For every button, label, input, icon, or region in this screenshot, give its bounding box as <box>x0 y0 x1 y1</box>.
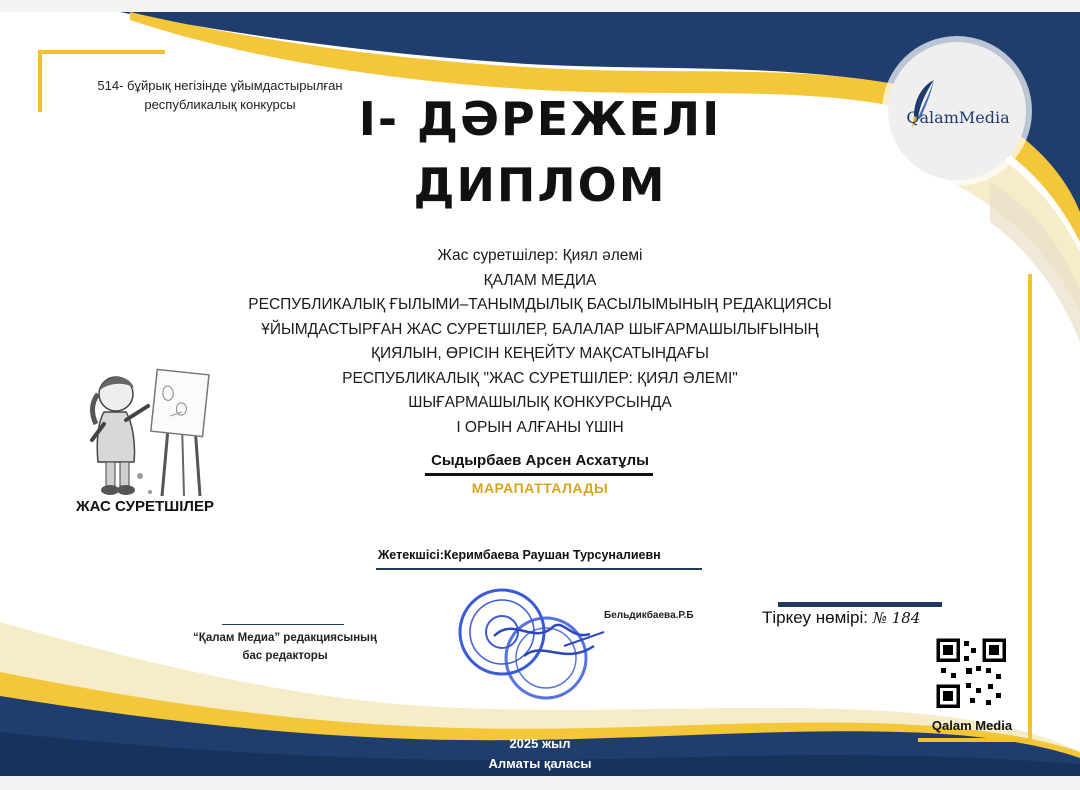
editor-label <box>170 629 400 665</box>
editor-line2: бас редакторы <box>242 650 328 662</box>
qr-caption: Qalam Media <box>931 718 1013 733</box>
body-line-6: РЕСПУБЛИКАЛЫҚ "ЖАС СУРЕТШІЛЕР: ҚИЯЛ ӘЛЕМІ" <box>342 369 738 387</box>
recipient-name: Сыдырбаев Арсен Асхатұлы <box>431 452 649 469</box>
supervisor-name: Керимбаева Раушан Турсуналиевн <box>443 548 661 562</box>
footer <box>440 734 640 774</box>
supervisor <box>378 548 718 562</box>
diploma-title: ДИПЛОМ <box>413 158 667 212</box>
editor-line1: “Қалам Медиа” редакциясының <box>193 632 377 644</box>
body-line-2: ҚАЛАМ МЕДИА <box>483 271 597 289</box>
editor-signature-line <box>222 624 344 625</box>
official-stamp-icon <box>454 586 614 702</box>
diploma-body <box>170 244 910 440</box>
supervisor-label: Жетекшісі: <box>378 548 444 562</box>
registration-number: № 184 <box>872 609 921 627</box>
order-note-line1: 514- бұйрық негізінде ұйымдастырылған <box>97 78 343 93</box>
qr-code-icon <box>936 638 1006 708</box>
body-line-8: І ОРЫН АЛҒАНЫ ҮШІН <box>456 418 624 436</box>
body-line-3: РЕСПУБЛИКАЛЫҚ ҒЫЛЫМИ–ТАНЫМДЫЛЫҚ БАСЫЛЫМЫНЫҢ РЕДАКЦИЯСЫ <box>248 296 832 313</box>
order-note-line2: республикалық конкурсы <box>144 97 296 112</box>
registration-label: Тіркеу нөмірі: <box>762 608 868 627</box>
logo-text: QalamMedia <box>906 108 1010 127</box>
diploma-degree-title: І- ДӘРЕЖЕЛІ <box>358 92 722 146</box>
registration <box>762 608 920 628</box>
body-line-5: ҚИЯЛЫН, ӨРІСІН КЕҢЕЙТУ МАҚСАТЫНДАҒЫ <box>370 345 710 362</box>
recipient-underline <box>425 473 653 476</box>
awarded-text: МАРАПАТТАЛАДЫ <box>471 480 609 496</box>
body-line-4: ҰЙЫМДАСТЫРҒАН ЖАС СУРЕТШІЛЕР, БАЛАЛАР ШЫҒАРМАШЫЛЫҒЫНЫҢ <box>261 320 819 338</box>
diploma-sheet <box>0 12 1080 776</box>
signer-name: Бельдикбаева.Р.Б <box>604 610 694 621</box>
registration-bar <box>778 602 942 607</box>
child-painting-icon <box>80 364 210 500</box>
body-line-1: Жас суретшілер: Қиял әлемі <box>437 247 643 264</box>
supervisor-underline <box>376 568 702 570</box>
footer-year: 2025 жыл <box>509 736 571 751</box>
illustration-label: ЖАС СУРЕТШІЛЕР <box>76 498 214 515</box>
body-line-7: ШЫҒАРМАШЫЛЫҚ КОНКУРСЫНДА <box>408 394 672 411</box>
footer-city: Алматы қаласы <box>488 756 592 771</box>
